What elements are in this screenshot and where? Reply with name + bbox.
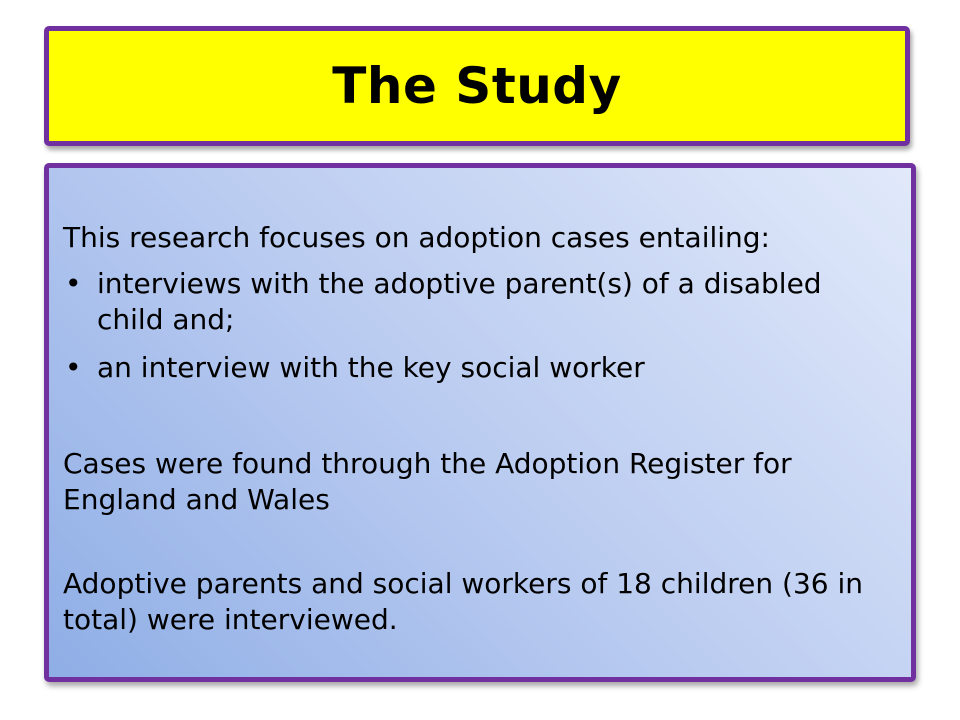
paragraph-adoption-register: Cases were found through the Adoption Register for England and Wales <box>63 447 792 516</box>
spacer <box>63 518 893 566</box>
intro-text: This research focuses on adoption cases entailing: <box>63 221 770 254</box>
spacer <box>63 398 893 446</box>
paragraph-interview-count: Adoptive parents and social workers of 18 children (36 in total) were interviewed. <box>63 567 863 636</box>
bullet-icon: • <box>65 267 82 300</box>
bullet-item-interview-social-worker <box>63 350 893 386</box>
bullet-text: interviews with the adoptive parent(s) of a disabled child and; <box>97 267 822 336</box>
slide-title: The Study <box>332 57 622 115</box>
title-box <box>44 26 910 146</box>
bullet-text: an interview with the key social worker <box>97 351 645 384</box>
bullet-list <box>63 266 893 386</box>
bullet-icon: • <box>65 351 82 384</box>
bullet-item-interviews-parents <box>63 266 893 338</box>
content-box <box>44 163 916 682</box>
